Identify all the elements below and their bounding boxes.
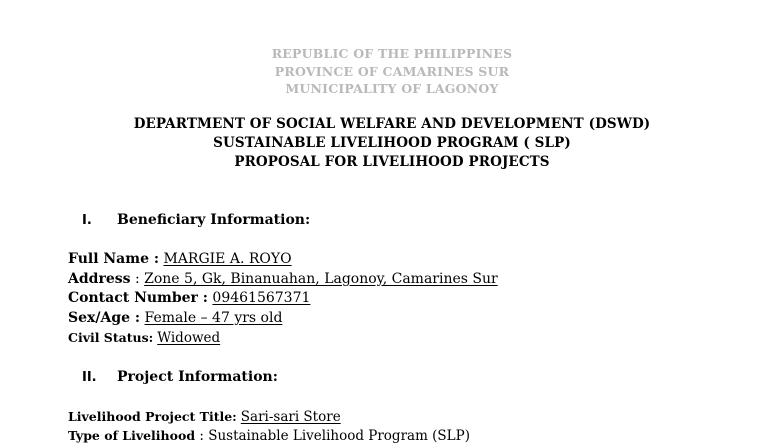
field-value: 09461567371 bbox=[212, 290, 311, 306]
header-republic: REPUBLIC OF THE PHILIPPINES bbox=[271, 46, 513, 61]
field-address bbox=[68, 271, 498, 287]
field-label: Type of Livelihood bbox=[68, 428, 196, 443]
section-project-heading bbox=[82, 369, 278, 385]
field-label: Civil Status: bbox=[68, 330, 154, 345]
field-full-name bbox=[68, 251, 292, 267]
field-value: Widowed bbox=[157, 330, 221, 346]
field-value: Sustainable Livelihood Program (SLP) bbox=[208, 428, 470, 444]
field-separator: : bbox=[195, 428, 209, 444]
field-livelihood-type bbox=[68, 428, 470, 444]
field-contact-number bbox=[68, 290, 310, 306]
header-province: PROVINCE OF CAMARINES SUR bbox=[274, 64, 510, 79]
title-department: DEPARTMENT OF SOCIAL WELFARE AND DEVELOPMENT (DSWD) bbox=[133, 116, 651, 132]
section-number: II. bbox=[82, 370, 97, 385]
section-title: Beneficiary Information: bbox=[117, 212, 311, 228]
field-label: Livelihood Project Title: bbox=[68, 409, 237, 424]
field-project-title bbox=[68, 409, 341, 425]
section-number: I. bbox=[82, 213, 92, 228]
field-sex-age bbox=[68, 310, 282, 326]
field-value: Zone 5, Gk, Binanuahan, Lagonoy, Camarines Sur bbox=[144, 271, 498, 287]
field-value: Female – 47 yrs old bbox=[144, 310, 283, 326]
title-program: SUSTAINABLE LIVELIHOOD PROGRAM ( SLP) bbox=[213, 135, 571, 151]
field-label: Contact Number : bbox=[68, 290, 208, 306]
section-beneficiary-heading bbox=[82, 212, 310, 228]
section-title: Project Information: bbox=[117, 369, 278, 385]
field-label: Sex/Age : bbox=[68, 310, 141, 326]
field-label: Full Name : bbox=[68, 251, 160, 267]
field-civil-status bbox=[68, 330, 220, 346]
field-separator: : bbox=[130, 271, 145, 287]
title-proposal: PROPOSAL FOR LIVELIHOOD PROJECTS bbox=[234, 154, 550, 170]
header-municipality: MUNICIPALITY OF LAGONOY bbox=[285, 81, 499, 96]
field-label: Address bbox=[68, 271, 131, 287]
field-value: MARGIE A. ROYO bbox=[163, 251, 292, 267]
field-value: Sari-sari Store bbox=[240, 409, 341, 425]
